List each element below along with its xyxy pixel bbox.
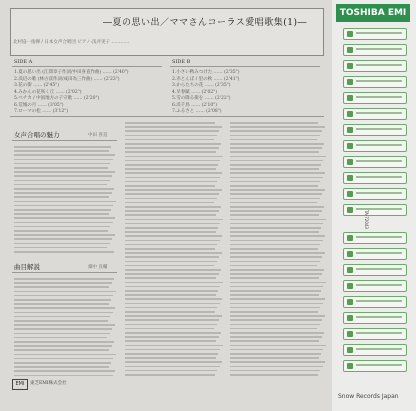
text-line [125,282,223,284]
text-line [14,316,110,318]
text-line [230,185,318,187]
text-line [230,307,320,309]
text-line [230,340,319,342]
text-line [230,151,319,153]
text-line [14,205,113,207]
text-placeholder [356,128,402,130]
text-line [230,181,320,183]
green-mark-icon [347,79,353,85]
text-line [230,219,326,221]
text-line [125,210,219,212]
text-line [230,282,326,284]
text-placeholder [356,252,402,254]
text-line [125,214,216,216]
text-line [230,177,323,179]
track-entry: 1.夏の思い出 (江間章子作詞/中田喜直作曲) …… (2'40") [14,70,129,75]
green-mark-icon [347,143,353,149]
side-b-label: SIDE B [172,59,191,65]
text-line [125,172,222,174]
text-line [230,202,317,204]
text-line [230,353,321,355]
green-mark-icon [347,191,353,197]
text-line [14,243,110,245]
text-line [125,219,223,221]
text-line [125,366,220,368]
text-line [125,248,215,250]
text-line [14,201,116,203]
label-box [343,280,407,292]
text-line [14,324,115,326]
text-line [230,248,318,250]
text-placeholder [356,192,402,194]
text-line [125,198,217,200]
text-line [125,265,214,267]
text-line [230,198,320,200]
essay-rule [12,140,117,141]
text-line [14,222,113,224]
green-mark-icon [347,127,353,133]
text-line [14,312,113,314]
label-box [343,204,407,216]
text-line [230,269,324,271]
text-line [230,290,321,292]
text-line [14,295,113,297]
text-placeholder [356,176,402,178]
text-line [230,214,319,216]
track-entry: 3.花の街 …… (2'45") [14,83,60,88]
label-box [343,44,407,56]
text-line [125,336,219,338]
text-line [14,188,114,190]
green-mark-icon [347,111,353,117]
text-line [14,282,112,284]
text-line [125,223,220,225]
text-line [125,202,214,204]
label-box [343,296,407,308]
text-line [230,311,318,313]
text-placeholder [356,32,402,34]
text-line [14,196,109,198]
text-line [230,135,320,137]
text-line [14,192,112,194]
text-line [14,209,111,211]
green-mark-icon [347,251,353,257]
text-line [230,294,319,296]
text-line [125,269,221,271]
text-placeholder [356,348,402,350]
label-box [343,76,407,88]
text-line [125,319,219,321]
text-line [125,130,219,132]
text-line [230,273,322,275]
text-line [14,226,110,228]
text-line [125,353,218,355]
text-line [14,238,112,240]
text-line [230,126,325,128]
publisher-text: 東芝EMI株式会社 [30,381,67,386]
text-line [125,122,215,124]
text-line [125,189,222,191]
green-mark-icon [347,47,353,53]
label-box [343,232,407,244]
text-line [14,375,113,377]
text-line [230,156,326,158]
text-line [230,303,323,305]
text-line [14,354,116,356]
text-line [125,139,214,141]
label-box [343,312,407,324]
text-line [14,328,112,330]
toshiba-emi-logo: TOSHIBA EMI [336,4,410,22]
text-line [14,366,109,368]
text-line [230,160,323,162]
text-line [14,251,114,253]
green-mark-icon [347,207,353,213]
text-line [230,256,322,258]
track-entry: 4.みかんの花咲く丘 …… (2'02") [14,89,82,95]
text-line [14,370,115,372]
text-line [125,156,223,158]
text-line [230,168,319,170]
text-line [230,319,322,321]
text-line [125,135,217,137]
text-placeholder [356,284,402,286]
label-box [343,360,407,372]
track-entry: 4.早春賦 …… (2'02") [172,89,218,95]
text-line [125,328,214,330]
text-placeholder [356,316,402,318]
label-box [343,248,407,260]
text-line [125,244,217,246]
text-line [14,333,110,335]
text-line [125,273,219,275]
text-line [230,147,322,149]
text-line [125,168,216,170]
text-line [14,230,108,232]
label-box [343,140,407,152]
text-line [14,341,114,343]
divider [10,116,324,117]
text-line [230,361,325,363]
text-placeholder [356,268,402,270]
text-line [125,340,216,342]
essay-heading: 女声合唱の魅力 [14,131,60,139]
text-line [125,261,217,263]
text-line [125,231,216,233]
text-line [125,345,223,347]
text-line [14,163,110,165]
text-line [230,223,323,225]
text-line [230,172,325,174]
side-a-label: SIDE A [14,59,33,65]
performer-credit: 北村協一指揮 / 日本女声合唱団 ピアノ:浅井実子 ………… [13,40,130,45]
text-line [230,345,326,347]
text-line [230,357,319,359]
track-entry: 5.ぺチカ / 中国地方の子守歌 …… (2'20") [14,96,100,101]
text-line [230,252,325,254]
green-mark-icon [347,95,353,101]
track-entry: 5.雪の降る街を …… (2'22") [172,96,231,101]
text-line [230,374,318,376]
label-box [343,188,407,200]
text-line [230,206,324,208]
text-line [14,171,115,173]
label-box [343,108,407,120]
text-line [125,147,219,149]
text-line [125,311,215,313]
text-line [125,374,215,376]
text-line [14,358,113,360]
text-line [14,247,107,249]
text-line [125,303,220,305]
text-line [14,337,107,339]
text-line [230,324,320,326]
text-placeholder [356,364,402,366]
label-box [343,172,407,184]
text-line [125,324,217,326]
watermark-text: Snow Records Japan [338,393,399,400]
track-entry: 6.浜千鳥 …… (2'10") [172,102,218,108]
text-line [125,307,217,309]
title-box [10,8,324,56]
label-box [343,344,407,356]
label-box [343,60,407,72]
text-line [125,181,217,183]
green-mark-icon [347,299,353,305]
text-line [230,366,323,368]
text-line [14,291,116,293]
text-line [125,164,218,166]
essay-author: 中田 喜直 [88,133,108,138]
text-line [125,235,222,237]
commentary-heading: 曲目解説 [14,263,40,271]
text-line [230,349,323,351]
text-line [14,362,111,364]
text-placeholder [356,208,402,210]
green-mark-icon [347,283,353,289]
text-line [125,357,216,359]
label-box [343,92,407,104]
text-line [125,370,217,372]
label-box [343,264,407,276]
text-line [125,315,222,317]
text-placeholder [356,96,402,98]
green-mark-icon [347,315,353,321]
green-mark-icon [347,31,353,37]
text-line [125,177,220,179]
side-b-rule [170,66,320,67]
text-line [14,146,111,148]
text-line [14,159,113,161]
text-placeholder [356,332,402,334]
text-line [230,336,322,338]
text-line [14,278,114,280]
text-line [125,160,220,162]
text-placeholder [356,144,402,146]
text-line [125,185,215,187]
track-entry: 2.浜辺の歌 (林古渓作詞/成田為三作曲) …… (2'23") [14,76,120,82]
text-line [14,320,108,322]
text-placeholder [356,160,402,162]
text-line [125,193,219,195]
text-line [125,206,221,208]
text-line [230,332,324,334]
text-line [125,151,216,153]
text-line [230,277,319,279]
text-line [14,175,112,177]
green-mark-icon [347,267,353,273]
text-line [230,244,320,246]
text-placeholder [356,300,402,302]
text-placeholder [356,64,402,66]
text-line [125,240,220,242]
text-line [125,349,220,351]
text-line [14,307,115,309]
text-placeholder [356,112,402,114]
green-mark-icon [347,159,353,165]
text-line [125,143,221,145]
label-box [343,124,407,136]
text-line [230,164,321,166]
text-line [230,231,319,233]
album-title: ―夏の思い出／ママさんコーラス愛唱歌集(1)― [103,18,307,28]
text-line [230,227,321,229]
text-line [230,189,325,191]
green-mark-icon [347,235,353,241]
text-line [230,298,325,300]
label-box [343,28,407,40]
text-line [125,290,218,292]
label-box [343,156,407,168]
track-entry: 2.赤とんぼ / 里の秋 …… (2'41") [172,76,240,82]
text-line [14,184,107,186]
green-mark-icon [347,363,353,369]
emi-logo: EMI [12,379,28,390]
text-line [125,332,221,334]
track-entry: 7.ローマの松 …… (3'12") [14,109,69,114]
text-line [125,298,222,300]
green-mark-icon [347,175,353,181]
green-mark-icon [347,331,353,337]
commentary-rule [12,272,117,273]
green-mark-icon [347,347,353,353]
text-line [125,361,222,363]
side-a-rule [12,66,162,67]
text-line [230,328,317,330]
text-line [125,256,219,258]
text-placeholder [356,236,402,238]
track-entry: 7.ふるさと …… (2'08") [172,109,222,114]
text-line [125,294,216,296]
text-line [230,130,322,132]
text-line [230,193,322,195]
text-line [14,154,115,156]
track-entry: 1.小さい秋みつけた …… (2'35") [172,70,240,75]
text-line [14,345,112,347]
catalog-number: TA-72043 [364,210,369,229]
track-entry: 3.からたちの花 …… (2'35") [172,83,231,88]
text-line [230,122,318,124]
label-box [343,328,407,340]
text-line [230,210,322,212]
text-line [230,143,324,145]
track-entry: 6.荒城の月 …… (3'05") [14,102,64,108]
text-line [125,126,222,128]
text-line [14,180,110,182]
text-line [230,315,325,317]
text-line [230,265,317,267]
text-line [125,277,216,279]
text-line [14,286,109,288]
green-mark-icon [347,63,353,69]
text-line [230,286,323,288]
text-line [125,252,222,254]
text-line [230,370,320,372]
text-line [125,286,220,288]
text-placeholder [356,80,402,82]
text-line [14,150,109,152]
text-line [14,217,115,219]
text-line [230,139,317,141]
text-line [125,227,218,229]
text-line [14,303,109,305]
text-line [14,234,115,236]
text-line [14,167,108,169]
text-line [230,235,325,237]
text-line [230,240,323,242]
text-line [230,261,320,263]
text-line [14,349,109,351]
text-placeholder [356,48,402,50]
text-line [14,213,109,215]
text-line [14,299,111,301]
commentary-author: 畑中 良輔 [88,265,108,270]
